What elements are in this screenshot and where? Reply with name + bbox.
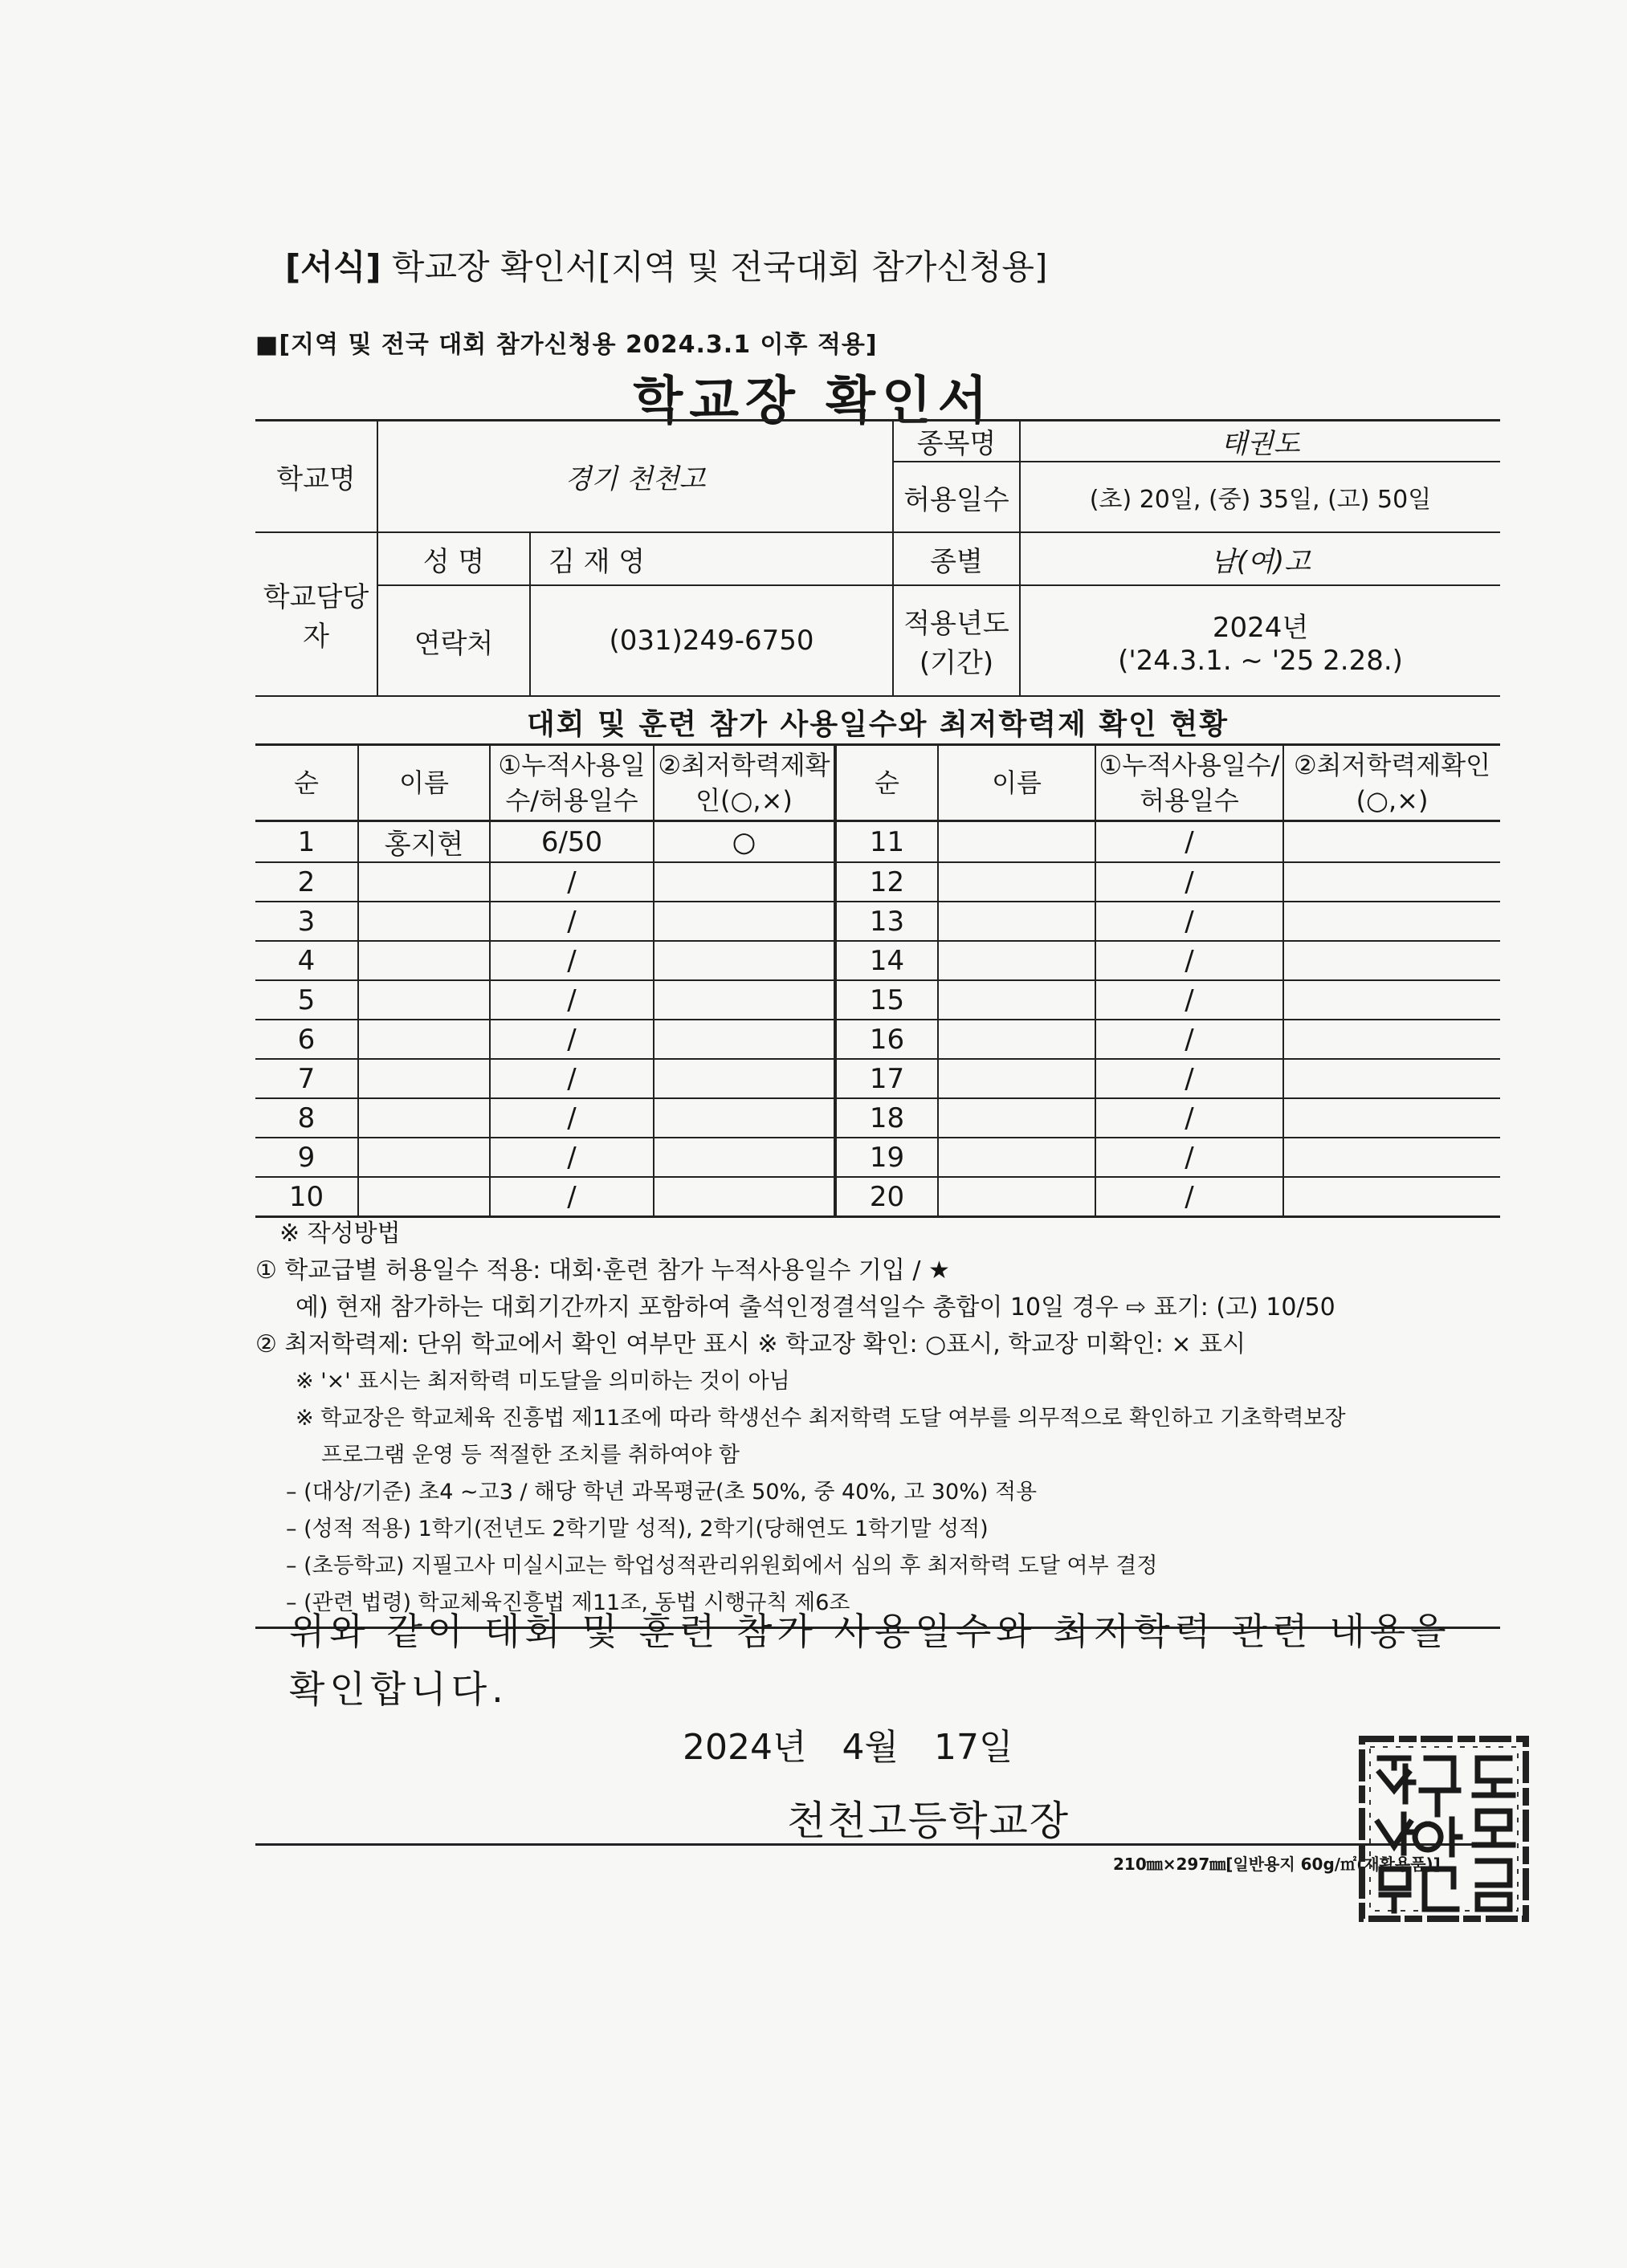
- table-row: [255, 941, 1500, 980]
- row-no: 4: [255, 941, 358, 980]
- method-line-2: 예) 현재 참가하는 대회기간까지 포함하여 출석인정결석일수 총합이 10일 경우 ⇨ 표기: (고) 10/50: [296, 1293, 1335, 1321]
- row-name: [358, 941, 490, 980]
- row-no: 15: [835, 980, 938, 1020]
- row-confirm: [654, 1098, 835, 1138]
- row-days: /: [1095, 1059, 1283, 1098]
- row-no: 9: [255, 1138, 358, 1177]
- row-days: /: [1095, 980, 1283, 1020]
- writing-method: [255, 1215, 1508, 1629]
- row-confirm: [654, 1177, 835, 1217]
- row-confirm: [654, 941, 835, 980]
- table-row: [255, 862, 1500, 902]
- method-line-10: – (관련 법령) 학교체육진흥법 제11조, 동법 시행규칙 제6조: [286, 1590, 850, 1615]
- row-name: [938, 1098, 1095, 1138]
- form-subtitle: ■[지역 및 전국 대회 참가신청용 2024.3.1 이후 적용]: [255, 331, 878, 359]
- apply-year-value: 2024년: [1212, 611, 1309, 644]
- row-name: [358, 1177, 490, 1217]
- row-no: 12: [835, 862, 938, 902]
- usage-table: [255, 743, 1500, 1218]
- table-row: [255, 980, 1500, 1020]
- form-label-bold: [서식]: [285, 247, 381, 287]
- apply-year-label: 적용년도(기간): [893, 585, 1020, 696]
- col-name-left: 이름: [358, 745, 490, 821]
- row-days: /: [1095, 1020, 1283, 1059]
- row-name: [358, 1098, 490, 1138]
- row-days: /: [1095, 941, 1283, 980]
- form-label: [285, 241, 1047, 289]
- row-no: 20: [835, 1177, 938, 1217]
- school-label: 학교명: [255, 421, 377, 533]
- col-days-left: ①누적사용일수/허용일수: [490, 745, 654, 821]
- row-days: /: [1095, 1098, 1283, 1138]
- row-confirm: [1283, 902, 1500, 941]
- row-days: /: [1095, 902, 1283, 941]
- row-confirm: [654, 1020, 835, 1059]
- method-line-9: – (초등학교) 지필고사 미실시교는 학업성적관리위원회에서 심의 후 최저학력 도달 여부 결정: [286, 1553, 1158, 1578]
- row-confirm: [1283, 1177, 1500, 1217]
- row-name: [358, 902, 490, 941]
- row-no: 6: [255, 1020, 358, 1059]
- row-name: [938, 821, 1095, 863]
- row-name: 홍지현: [358, 821, 490, 863]
- gender-label: 종별: [893, 532, 1020, 585]
- row-confirm: [654, 980, 835, 1020]
- col-name-right: 이름: [938, 745, 1095, 821]
- row-no: 8: [255, 1098, 358, 1138]
- table-row: [255, 1059, 1500, 1098]
- row-days: /: [1095, 1138, 1283, 1177]
- allowed-days-value: (초) 20일, (중) 35일, (고) 50일: [1020, 462, 1500, 532]
- row-days: /: [1095, 862, 1283, 902]
- contact-value: (031)249-6750: [530, 585, 893, 696]
- method-heading: ※ 작성방법: [279, 1220, 401, 1248]
- confirm-statement: 위와 같이 대회 및 훈련 참가 사용일수와 최저학력 관련 내용을 확인합니다.: [289, 1610, 1451, 1711]
- row-no: 19: [835, 1138, 938, 1177]
- col-days-right: ①누적사용일수/허용일수: [1095, 745, 1283, 821]
- name-value: 김 재 영: [530, 532, 893, 585]
- row-confirm: [654, 1059, 835, 1098]
- header-table: [255, 419, 1500, 697]
- row-name: [938, 902, 1095, 941]
- row-no: 7: [255, 1059, 358, 1098]
- col-no-right: 순: [835, 745, 938, 821]
- row-days: /: [490, 902, 654, 941]
- row-no: 1: [255, 821, 358, 863]
- row-no: 13: [835, 902, 938, 941]
- row-name: [938, 1059, 1095, 1098]
- table-row: [255, 1098, 1500, 1138]
- row-name: [938, 941, 1095, 980]
- row-confirm: [1283, 1098, 1500, 1138]
- row-days: /: [490, 1138, 654, 1177]
- table-row: [255, 821, 1500, 863]
- bottom-divider: [255, 1843, 1500, 1846]
- row-name: [358, 1020, 490, 1059]
- row-no: 11: [835, 821, 938, 863]
- row-confirm: [654, 862, 835, 902]
- official-seal-stamp: [1357, 1734, 1531, 1924]
- method-line-5: ※ 학교장은 학교체육 진흥법 제11조에 따라 학생선수 최저학력 도달 여부를 의무적으로 확인하고 기초학력보장: [296, 1406, 1346, 1431]
- row-confirm: [654, 1138, 835, 1177]
- method-line-4: ※ '×' 표시는 최저학력 미도달을 의미하는 것이 아님: [296, 1369, 790, 1394]
- row-confirm: [1283, 1138, 1500, 1177]
- row-name: [358, 862, 490, 902]
- row-days: /: [490, 1059, 654, 1098]
- row-no: 3: [255, 902, 358, 941]
- school-value: 경기 천천고: [377, 421, 893, 533]
- row-confirm: [1283, 980, 1500, 1020]
- row-days: /: [490, 980, 654, 1020]
- row-name: [938, 1177, 1095, 1217]
- row-name: [938, 1020, 1095, 1059]
- method-line-3: ② 최저학력제: 단위 학교에서 확인 여부만 표시 ※ 학교장 확인: ○표시, 학교장 미확인: × 표시: [255, 1330, 1246, 1358]
- row-confirm: ○: [654, 821, 835, 863]
- row-no: 18: [835, 1098, 938, 1138]
- gender-value: 남(여)고: [1020, 532, 1500, 585]
- row-no: 14: [835, 941, 938, 980]
- row-name: [938, 980, 1095, 1020]
- manager-label: 학교담당자: [255, 532, 377, 696]
- row-days: /: [490, 1020, 654, 1059]
- row-days: 6/50: [490, 821, 654, 863]
- row-name: [358, 980, 490, 1020]
- row-days: /: [490, 1177, 654, 1217]
- row-no: 17: [835, 1059, 938, 1098]
- apply-year-cell: [1020, 585, 1500, 696]
- apply-period: ('24.3.1. ~ '25 2.28.): [1118, 644, 1403, 677]
- form-label-text: 학교장 확인서[지역 및 전국대회 참가신청용]: [381, 247, 1048, 287]
- method-line-6: 프로그램 운영 등 적절한 조치를 취하여야 함: [321, 1443, 740, 1468]
- row-no: 5: [255, 980, 358, 1020]
- col-confirm-right: ②최저학력제확인(○,×): [1283, 745, 1500, 821]
- row-no: 10: [255, 1177, 358, 1217]
- row-confirm: [1283, 1059, 1500, 1098]
- row-no: 2: [255, 862, 358, 902]
- name-label: 성 명: [377, 532, 530, 585]
- row-confirm: [1283, 941, 1500, 980]
- paper-spec-note: 210㎜×297㎜[일반용지 60g/㎡(재활용품)]: [1113, 1855, 1441, 1874]
- table-row: [255, 1177, 1500, 1217]
- col-no-left: 순: [255, 745, 358, 821]
- method-line-8: – (성적 적용) 1학기(전년도 2학기말 성적), 2학기(당해연도 1학기말 성적): [286, 1517, 989, 1541]
- row-days: /: [490, 862, 654, 902]
- table-row: [255, 1138, 1500, 1177]
- method-line-1: ① 학교급별 허용일수 적용: 대회·훈련 참가 누적사용일수 기입 / ★: [255, 1256, 950, 1285]
- row-days: /: [1095, 821, 1283, 863]
- contact-label: 연락처: [377, 585, 530, 696]
- row-name: [358, 1138, 490, 1177]
- usage-section-title: 대회 및 훈련 참가 사용일수와 최저학력제 확인 현황: [526, 708, 1229, 741]
- row-confirm: [1283, 1020, 1500, 1059]
- confirm-date: 2024년 4월 17일: [683, 1727, 1013, 1768]
- row-confirm: [1283, 862, 1500, 902]
- allowed-days-label: 허용일수: [893, 462, 1020, 532]
- document-title: 학교장 확인서: [633, 372, 994, 431]
- principal-name: 천천고등학교장: [787, 1798, 1070, 1844]
- event-value: 태권도: [1020, 421, 1500, 462]
- event-label: 종목명: [893, 421, 1020, 462]
- method-line-7: – (대상/기준) 초4 ~고3 / 해당 학년 과목평균(초 50%, 중 40%, 고 30%) 적용: [286, 1480, 1038, 1505]
- col-confirm-left: ②최저학력제확인(○,×): [654, 745, 835, 821]
- row-no: 16: [835, 1020, 938, 1059]
- row-confirm: [1283, 821, 1500, 863]
- table-row: [255, 902, 1500, 941]
- row-name: [938, 1138, 1095, 1177]
- row-name: [938, 862, 1095, 902]
- row-days: /: [1095, 1177, 1283, 1217]
- row-name: [358, 1059, 490, 1098]
- row-days: /: [490, 1098, 654, 1138]
- row-days: /: [490, 941, 654, 980]
- table-row: [255, 1020, 1500, 1059]
- row-confirm: [654, 902, 835, 941]
